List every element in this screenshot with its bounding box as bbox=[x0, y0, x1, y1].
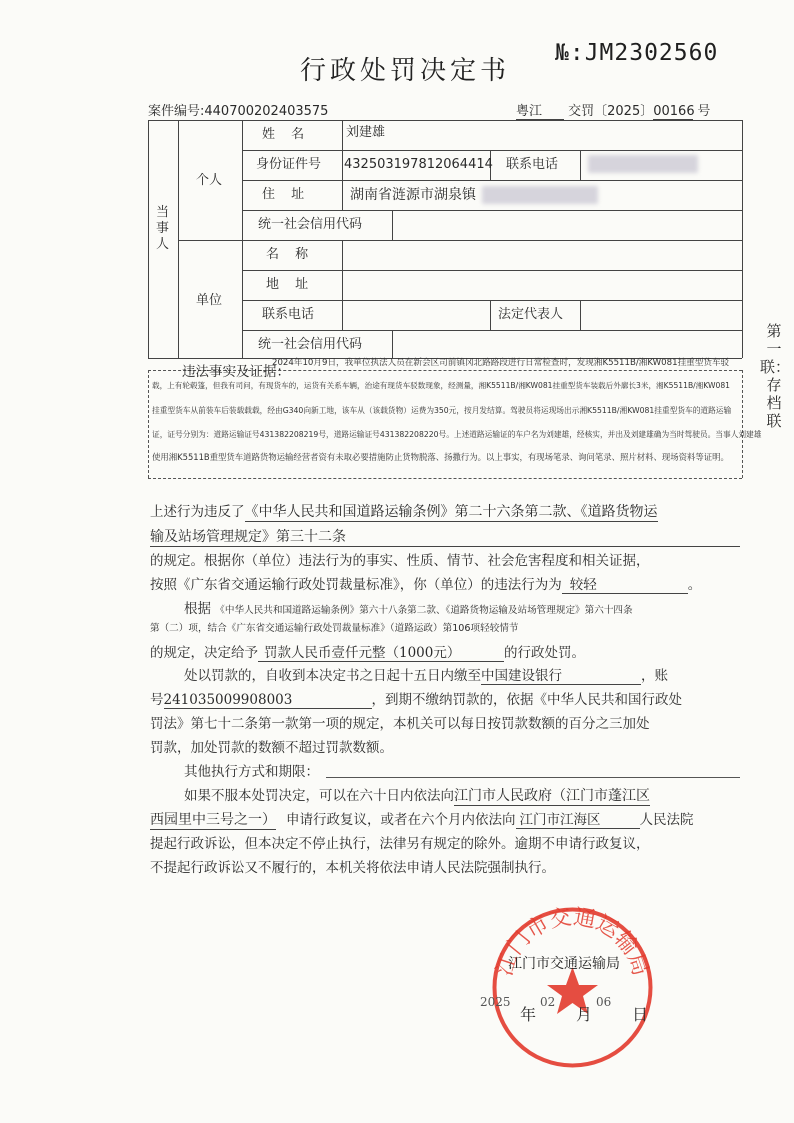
address-redacted bbox=[482, 186, 598, 204]
appeal-line-1 bbox=[184, 784, 650, 806]
name-label: 姓 名 bbox=[262, 127, 311, 142]
appeal-government: 江门市人民政府（江门市蓬江区 bbox=[454, 785, 650, 806]
credit-code-label: 统一社会信用代码 bbox=[258, 217, 363, 232]
appeal-mid: 申请行政复议，或者在六个月内依法向 bbox=[286, 812, 516, 828]
authority-name: 江门市交通运输局 bbox=[508, 956, 620, 972]
appeal-court-suffix: 人民法院 bbox=[639, 812, 694, 828]
violated-law-1: 《中华人民共和国道路运输条例》第二十六条第二款、《道路货物运 bbox=[245, 501, 658, 522]
legal-rep-label: 法定代表人 bbox=[498, 307, 564, 322]
penalty-line bbox=[150, 641, 585, 662]
date-month-label: 月 bbox=[576, 1005, 593, 1024]
appeal-prefix: 如果不服本处罚决定，可以在六十日内依法向 bbox=[184, 788, 454, 804]
unit-phone-label: 联系电话 bbox=[262, 307, 315, 322]
other-execution-label: 其他执行方式和期限： bbox=[184, 764, 319, 780]
payment-line-3: 罚法》第七十二条第一款第一项的规定，本机关可以每日按罚款数额的百分之三加处 bbox=[150, 716, 650, 732]
violated-line-1 bbox=[150, 500, 658, 522]
payment-line-4: 罚款，加处罚款的数额不超过罚款数额。 bbox=[150, 740, 393, 756]
decision-prefix: 粤江 bbox=[516, 100, 564, 120]
case-number-label: 案件编号: bbox=[148, 104, 205, 119]
facts-line-5: 使用湘K5511B重型货车道路货物运输经营者资有未取必要措施防止货物脱落、扬撒行为。以上事实，有现场笔录、询问笔录、照片材料、现场资料等证明。 bbox=[152, 452, 729, 462]
document-number: №:JM2302560 bbox=[555, 40, 719, 66]
decision-seq: 00166 bbox=[653, 104, 695, 119]
unit-name-label: 名 称 bbox=[266, 247, 315, 262]
decision-suffix: 号 bbox=[697, 104, 711, 119]
id-value: 432503197812064414 bbox=[344, 157, 493, 172]
appeal-line-4: 不提起行政诉讼又不履行的，本机关将依法申请人民法院强制执行。 bbox=[150, 860, 555, 876]
facts-line-3: 挂重型货车从前装车后装载载载，经由G340向新工地，该车从（该载货物）运费为350元，按月发结算。驾驶员将运现场出示湘K5511B/湘KW081挂重型货车的道路运输 bbox=[152, 406, 732, 415]
party-side-label: 当事人 bbox=[156, 205, 170, 252]
basis-line-1 bbox=[184, 597, 633, 617]
appeal-government-address: 西园里中三号之一） bbox=[150, 809, 276, 830]
appeal-line-3: 提起行政诉讼，但本决定不停止执行，法律另有规定的除外。逾期不申请行政复议， bbox=[150, 836, 650, 852]
unit-label: 单位 bbox=[196, 293, 223, 308]
penalty-suffix: 的行政处罚。 bbox=[504, 645, 585, 661]
date-year: 2025 bbox=[480, 995, 511, 1009]
official-seal bbox=[490, 905, 655, 1070]
payment-line-1 bbox=[184, 664, 668, 685]
case-number: 440700202403575 bbox=[204, 104, 329, 119]
payment-line-2-suffix: ，到期不缴纳罚款的，依据《中华人民共和国行政处 bbox=[371, 692, 682, 708]
decision-para1-line1: 的规定。根据你（单位）违法行为的事实、性质、情节、社会危害程度和相关证据， bbox=[150, 553, 650, 569]
individual-label: 个人 bbox=[196, 173, 223, 188]
date-month: 02 bbox=[540, 995, 556, 1009]
appeal-court: 江门市江海区 bbox=[516, 808, 640, 829]
case-number-row bbox=[148, 100, 328, 119]
payment-account: 241035009908003 bbox=[164, 692, 372, 709]
facts-line-4: 证，证号分别为：道路运输证号431382208219号，道路运输证号431382208220号。上述道路运输证的车户名为刘建雄，经核实，并出及刘建雄确为当时驾驶员。当事人刘建雄 bbox=[152, 430, 762, 439]
phone-label: 联系电话 bbox=[506, 157, 559, 172]
decision-label: 交罚〔2025〕 bbox=[568, 104, 654, 119]
facts-line-2: 载，上有轮毂篷，但我有司问，有现货车的，运货有关系车辆，治途有现货车驳数现象，经测量，湘K5511B/湘KW081挂重型货车装载后外廓长3米，湘K5511B/湘KW081 bbox=[152, 381, 731, 390]
payment-suffix: ，账 bbox=[641, 668, 668, 684]
address-value: 湖南省涟源市湖泉镇 bbox=[350, 187, 476, 203]
penalty-prefix: 的规定，决定给予 bbox=[150, 645, 258, 661]
date-year-label: 年 bbox=[520, 1005, 537, 1024]
discretion-prefix: 按照《广东省交通运输行政处罚裁量标准》，你（单位）的违法行为为 bbox=[150, 577, 562, 593]
unit-credit-code-label: 统一社会信用代码 bbox=[258, 337, 363, 352]
date-day: 06 bbox=[596, 995, 612, 1009]
account-prefix: 号 bbox=[150, 692, 164, 708]
id-label: 身份证件号 bbox=[256, 157, 322, 172]
document-title: 行政处罚决定书 bbox=[300, 56, 511, 86]
basis-prefix: 根据 bbox=[184, 601, 211, 617]
decision-number-row bbox=[516, 100, 710, 120]
facts-line-1: 2024年10月9日，我单位执法人员在新会区司前镇冈北路路段进行日常检查时，发现湘K5511B/湘KW081挂重型货车驳 bbox=[272, 358, 730, 368]
appeal-line-2 bbox=[150, 808, 694, 830]
payment-line-2 bbox=[150, 688, 682, 709]
violated-line-2 bbox=[150, 526, 740, 547]
name-value: 刘建雄 bbox=[346, 125, 386, 140]
seal-text: 江门市交通运输局 bbox=[492, 905, 653, 980]
penalty-value: 罚款人民币壹仟元整（1000元） bbox=[258, 641, 504, 662]
basis-law-2: 第（二）项，结合《广东省交通运输行政处罚裁量标准》（道路运政）第106项轻较情节 bbox=[150, 623, 519, 634]
violated-prefix: 上述行为违反了 bbox=[150, 504, 245, 520]
basis-law-1: 《中华人民共和国道路运输条例》第六十八条第二款、《道路货物运输及站场管理规定》第六十四条 bbox=[215, 605, 633, 616]
violation-degree: 较轻 bbox=[562, 573, 688, 594]
violated-law-2: 输及站场管理规定》第三十二条 bbox=[150, 526, 740, 547]
facts-heading: 违法事实及证据： bbox=[182, 364, 290, 380]
address-label: 住 址 bbox=[262, 187, 311, 202]
discretion-end: 。 bbox=[687, 577, 702, 593]
payment-bank: 中国建设银行 bbox=[481, 664, 641, 685]
payment-prefix: 处以罚款的，自收到本决定书之日起十五日内缴至 bbox=[184, 668, 481, 684]
phone-redacted bbox=[588, 155, 698, 173]
copy-side-note: 第一联：存档联 bbox=[760, 322, 791, 430]
date-day-label: 日 bbox=[632, 1005, 649, 1024]
decision-para1-line2 bbox=[150, 573, 701, 594]
unit-address-label: 地 址 bbox=[266, 277, 315, 292]
